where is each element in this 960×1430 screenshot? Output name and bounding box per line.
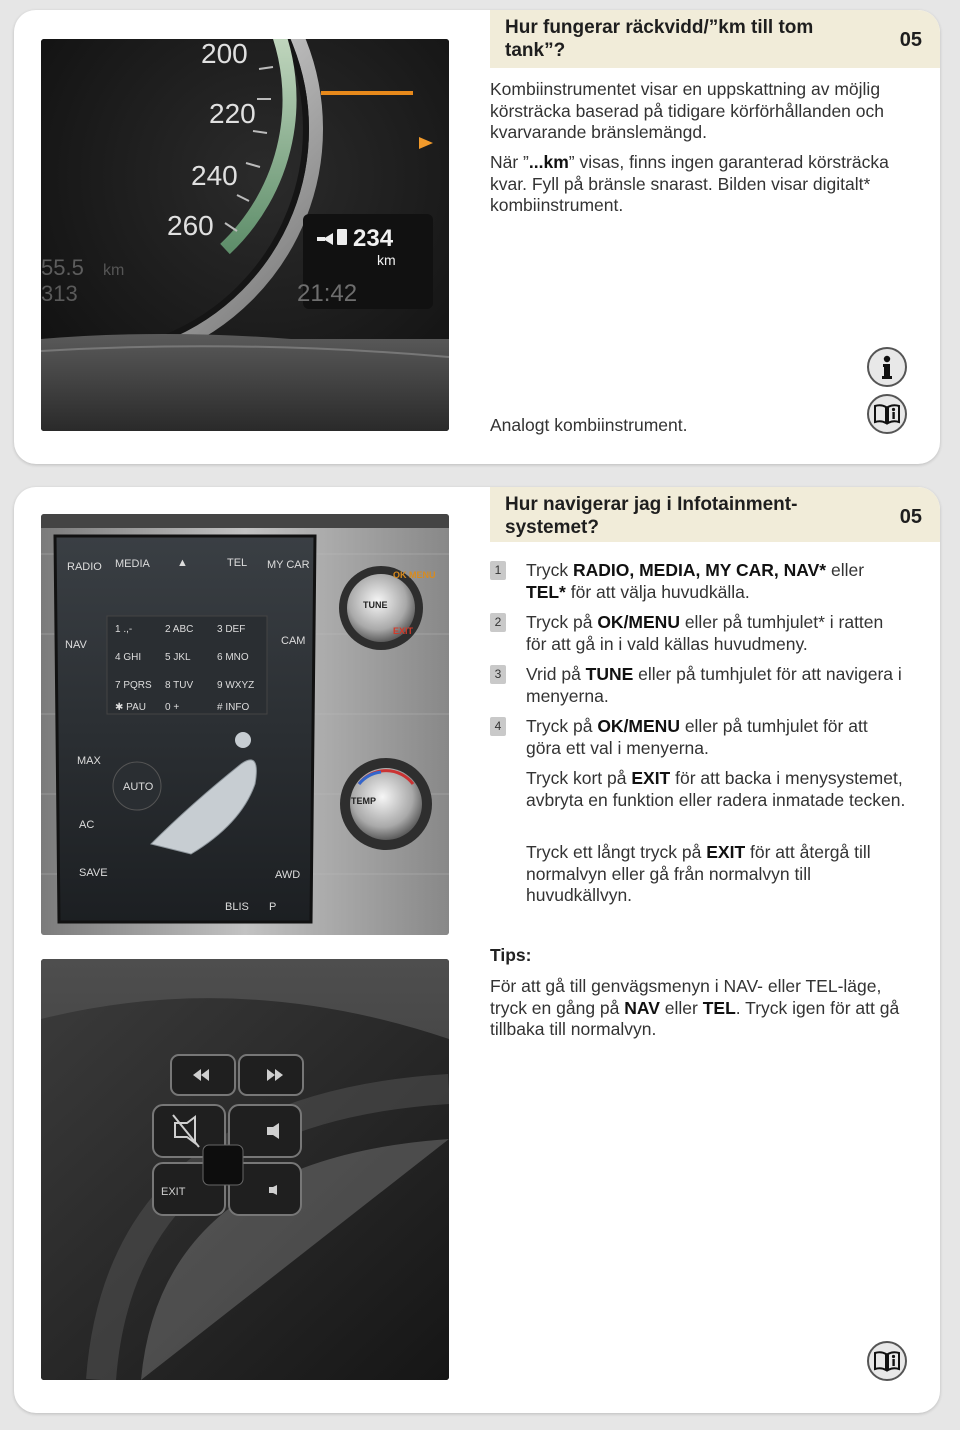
key-0[interactable]: 0 + — [165, 702, 180, 713]
text-run: för att återgå till normalvyn eller gå från normalvyn till huvudkällvyn. — [526, 842, 871, 905]
text-run: eller på tumhjulet för att navigera i menyerna. — [526, 664, 902, 706]
gauge-tick-200: 200 — [201, 39, 248, 69]
range-warning-post: ” visas, finns ingen garanterad körsträcka kvar. Fyll på bränsle snarast. Bilden visar digitalt* kombiinstrument. — [490, 152, 889, 215]
key-star[interactable]: ✱ PAU — [115, 702, 146, 713]
gauge-tick-240: 240 — [191, 160, 238, 191]
wheel-exit-label: EXIT — [161, 1186, 186, 1198]
center-console-photo — [41, 514, 449, 935]
exit-short-press — [490, 768, 910, 834]
console-tel-button[interactable]: TEL — [227, 557, 248, 569]
text-run: Tryck på — [526, 612, 598, 632]
step-text — [526, 560, 906, 603]
key-2[interactable]: 2 ABC — [165, 624, 194, 635]
bold-term: NAV — [624, 997, 660, 1018]
text-run: Vrid på — [526, 664, 586, 684]
thumbwheel[interactable] — [203, 1145, 243, 1185]
text-run: för att backa i menysystemet, avbryta en funktion eller radera inmatade tecken. — [526, 768, 906, 810]
trip-unit: km — [103, 262, 125, 279]
bold-term: EXIT — [706, 842, 746, 862]
clock-display: 21:42 — [297, 280, 358, 307]
key-5[interactable]: 5 JKL — [165, 652, 191, 663]
text-run: eller på tumhjulet för att göra ett val i menyerna. — [526, 716, 868, 758]
climate-max-button[interactable]: MAX — [77, 755, 101, 767]
tips-heading: Tips: — [490, 945, 532, 965]
text-run: eller — [659, 997, 703, 1018]
bold-term: OK/MENU — [597, 612, 680, 632]
console-media-button[interactable]: MEDIA — [115, 558, 150, 570]
climate-ac-button[interactable]: AC — [79, 819, 95, 831]
chapter-number: 05 — [899, 506, 922, 528]
book-info-icon — [867, 1341, 907, 1381]
book-info-icon — [867, 394, 907, 434]
range-warning — [490, 152, 910, 217]
text-run: eller på tumhjulet* i ratten för att gå in i vald källas huvudmeny. — [526, 612, 884, 654]
range-unit: km — [377, 252, 396, 268]
step-item — [490, 716, 910, 764]
blis-button[interactable]: BLIS — [225, 901, 249, 913]
section-card-infotainment — [14, 487, 940, 1413]
awd-button[interactable]: AWD — [275, 869, 301, 881]
section-title: Hur fungerar räckvidd/”km till tom tank”? — [505, 17, 814, 61]
key-4[interactable]: 4 GHI — [115, 652, 142, 663]
bold-term: TEL* — [526, 581, 566, 602]
bold-term: TEL — [702, 997, 736, 1018]
instrument-cluster-illustration — [41, 39, 449, 431]
console-mycar-button[interactable]: MY CAR — [267, 559, 310, 571]
odometer-value: 313 — [41, 281, 78, 306]
image-caption: Analogt kombiinstrument. — [490, 415, 688, 435]
steering-wheel-illustration — [41, 959, 449, 1380]
chapter-number: 05 — [899, 29, 922, 51]
key-6[interactable]: 6 MNO — [217, 652, 249, 663]
step-number-badge: 1 — [490, 561, 506, 580]
key-9[interactable]: 9 WXYZ — [217, 680, 255, 691]
text-run: Tryck ett långt tryck på — [526, 842, 707, 862]
tips-text — [490, 976, 910, 1041]
key-7[interactable]: 7 PQRS — [115, 680, 152, 691]
key-1[interactable]: 1 .,- — [115, 624, 133, 635]
knob-tune[interactable]: TUNE — [363, 600, 388, 610]
key-hash[interactable]: # INFO — [217, 702, 250, 713]
console-nav-button[interactable]: NAV — [65, 639, 87, 651]
text-run: . Tryck igen för att gå tillbaka till normalvyn. — [490, 997, 900, 1039]
step-item — [490, 664, 910, 712]
park-assist-button[interactable]: P — [269, 901, 277, 913]
center-console-illustration — [41, 514, 449, 935]
gauge-tick-220: 220 — [209, 98, 256, 129]
rich-text — [526, 842, 906, 907]
gauge-tick-260: 260 — [167, 210, 214, 241]
text-run: Tryck på — [526, 716, 598, 736]
exit-long-press — [490, 842, 910, 908]
step-text — [526, 716, 906, 759]
knob-ok-menu[interactable]: OK MENU — [393, 570, 436, 580]
section-header — [490, 10, 940, 68]
text-run: eller — [826, 560, 865, 580]
text-run: För att gå till genvägsmenyn i NAV- eller TEL-läge, tryck en gång på — [490, 976, 882, 1018]
climate-auto-button[interactable]: AUTO — [123, 781, 154, 793]
text-run: Tryck — [526, 560, 573, 580]
step-item — [490, 560, 910, 608]
bold-term: TUNE — [585, 664, 634, 684]
range-description: Kombiinstrumentet visar en uppskattning av möjlig körsträcka baserad på tidigare körförhållanden och kvarvarande bränslemängd. — [490, 79, 884, 142]
range-warning-km: ...km — [528, 152, 569, 172]
climate-save-button[interactable]: SAVE — [79, 867, 108, 879]
section-title: Hur navigerar jag i Infotainment-systemet? — [505, 494, 798, 538]
rich-text — [526, 768, 906, 811]
key-8[interactable]: 8 TUV — [165, 680, 194, 691]
key-3[interactable]: 3 DEF — [217, 624, 246, 635]
step-number-badge: 3 — [490, 665, 506, 684]
console-cam-button[interactable]: CAM — [281, 635, 306, 647]
steering-wheel-photo — [41, 959, 449, 1380]
bold-term: OK/MENU — [597, 716, 680, 736]
step-number-badge: 2 — [490, 613, 506, 632]
instrument-cluster-photo — [41, 39, 449, 431]
text-run: Tryck kort på — [526, 768, 632, 788]
text-run: för att välja huvudkälla. — [565, 581, 750, 602]
fuel-pump-icon — [337, 229, 347, 245]
console-radio-button[interactable]: RADIO — [67, 561, 102, 573]
step-number-badge: 4 — [490, 717, 506, 736]
trip-value: 55.5 — [41, 255, 84, 280]
step-item — [490, 612, 910, 660]
range-value: 234 — [353, 225, 394, 252]
step-text — [526, 664, 906, 707]
section-header — [490, 487, 940, 542]
temp-knob[interactable]: TEMP — [351, 796, 377, 806]
section-card-range — [14, 10, 940, 464]
step-text — [526, 612, 906, 655]
knob-exit[interactable]: EXIT — [393, 626, 414, 636]
range-warning-pre: När ” — [490, 152, 529, 172]
bold-term: EXIT — [631, 768, 671, 788]
console-eject-button[interactable]: ▲ — [177, 557, 188, 569]
info-icon — [867, 347, 907, 387]
bold-term: RADIO, MEDIA, MY CAR, NAV* — [572, 560, 827, 580]
